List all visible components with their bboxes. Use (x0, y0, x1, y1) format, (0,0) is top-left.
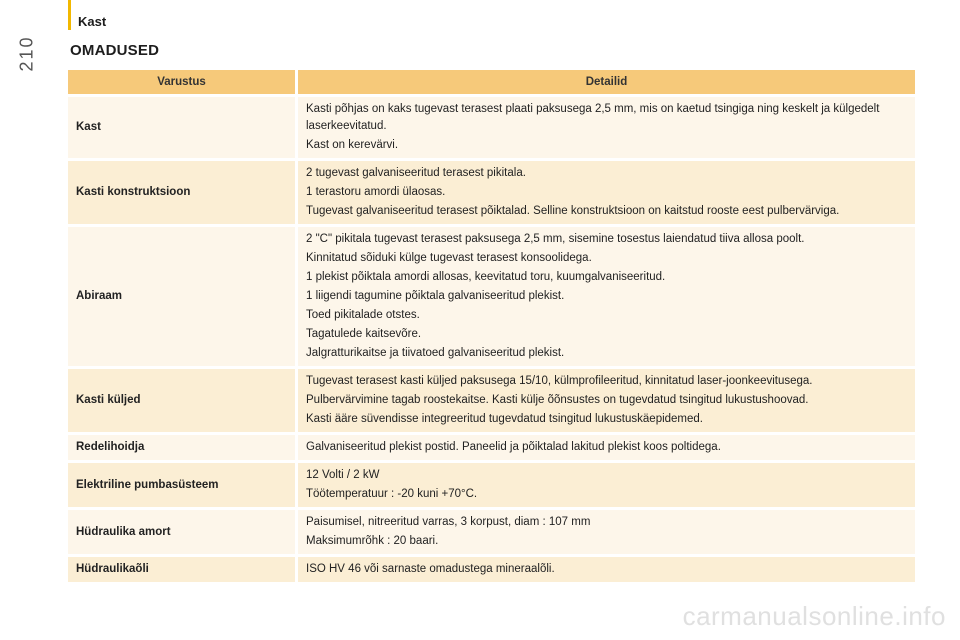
table-header-row (68, 70, 915, 94)
feature-name: Kast (68, 97, 295, 158)
detail-line: Kasti põhjas on kaks tugevast terasest plaati paksusega 2,5 mm, mis on kaetud tsingiga ning keskelt ja külgedelt laserkeevitatud. (306, 103, 880, 132)
watermark: carmanualsonline.info (682, 601, 946, 631)
detail-line: Tugevast galvaniseeritud terasest põiktalad. Selline konstruktsioon on kaitstud rooste eest pulbervärviga. (306, 205, 840, 217)
detail-line: 2 "C" pikitala tugevast terasest paksusega 2,5 mm, sisemine tosestus laiendatud tiiva allosa poolt. (306, 233, 805, 245)
detail-line: Maksimumrõhk : 20 baari. (306, 535, 439, 547)
feature-details (295, 227, 915, 366)
feature-name: Kasti küljed (68, 369, 295, 432)
table-row (68, 463, 915, 507)
column-header-equipment: Varustus (68, 70, 295, 94)
detail-line: Töötemperatuur : -20 kuni +70°C. (306, 488, 478, 500)
feature-details (295, 557, 915, 582)
table-row (68, 435, 915, 460)
detail-line: 2 tugevast galvaniseeritud terasest pikitala. (306, 167, 526, 179)
feature-name: Redelihoidja (68, 435, 295, 460)
detail-line: Kasti ääre süvendisse integreeritud tugevdatud tsingitud lukustuskäepidemed. (306, 413, 703, 425)
feature-name: Hüdraulika amort (68, 510, 295, 554)
detail-line: Paisumisel, nitreeritud varras, 3 korpust, diam : 107 mm (306, 516, 591, 528)
feature-name: Elektriline pumbasüsteem (68, 463, 295, 507)
table-row (68, 227, 915, 366)
feature-details (295, 97, 915, 158)
section-label: Kast (78, 14, 107, 29)
detail-line: 1 liigendi tagumine põiktala galvaniseeritud plekist. (306, 290, 565, 302)
detail-line: Kast on kerevärvi. (306, 139, 399, 151)
detail-line: Pulbervärvimine tagab roostekaitse. Kasti külje õõnsustes on tugevdatud tsingitud lukustushoovad. (306, 394, 809, 406)
page-number: 210 (16, 35, 37, 72)
table-row (68, 369, 915, 432)
column-header-details: Detailid (295, 70, 915, 94)
detail-line: Galvaniseeritud plekist postid. Paneelid ja põiktalad lakitud plekist koos poltidega. (306, 441, 721, 453)
detail-line: Tugevast terasest kasti küljed paksusega 15/10, külmprofileeritud, kinnitatud laser-joonkeevitusega. (306, 375, 813, 387)
section-marker-bar (68, 0, 71, 30)
detail-line: ISO HV 46 või sarnaste omadustega mineraalõli. (306, 563, 555, 575)
table-row (68, 557, 915, 582)
detail-line: 12 Volti / 2 kW (306, 469, 380, 481)
table-row (68, 510, 915, 554)
table-body (68, 97, 915, 582)
table-row (68, 161, 915, 224)
specifications-table (68, 67, 915, 585)
detail-line: Kinnitatud sõiduki külge tugevast terasest konsoolidega. (306, 252, 592, 264)
detail-line: Tagatulede kaitsevõre. (306, 328, 422, 340)
detail-line: Toed pikitalade otstes. (306, 309, 420, 321)
page-title: OMADUSED (70, 42, 160, 59)
feature-details (295, 463, 915, 507)
table-row (68, 97, 915, 158)
detail-line: 1 terastoru amordi ülaosas. (306, 186, 446, 198)
detail-line: 1 plekist põiktala amordi allosas, keevitatud toru, kuumgalvaniseeritud. (306, 271, 666, 283)
feature-details (295, 369, 915, 432)
feature-details (295, 435, 915, 460)
feature-name: Kasti konstruktsioon (68, 161, 295, 224)
feature-details (295, 510, 915, 554)
feature-name: Hüdraulikaõli (68, 557, 295, 582)
detail-line: Jalgratturikaitse ja tiivatoed galvaniseeritud plekist. (306, 347, 565, 359)
feature-details (295, 161, 915, 224)
feature-name: Abiraam (68, 227, 295, 366)
